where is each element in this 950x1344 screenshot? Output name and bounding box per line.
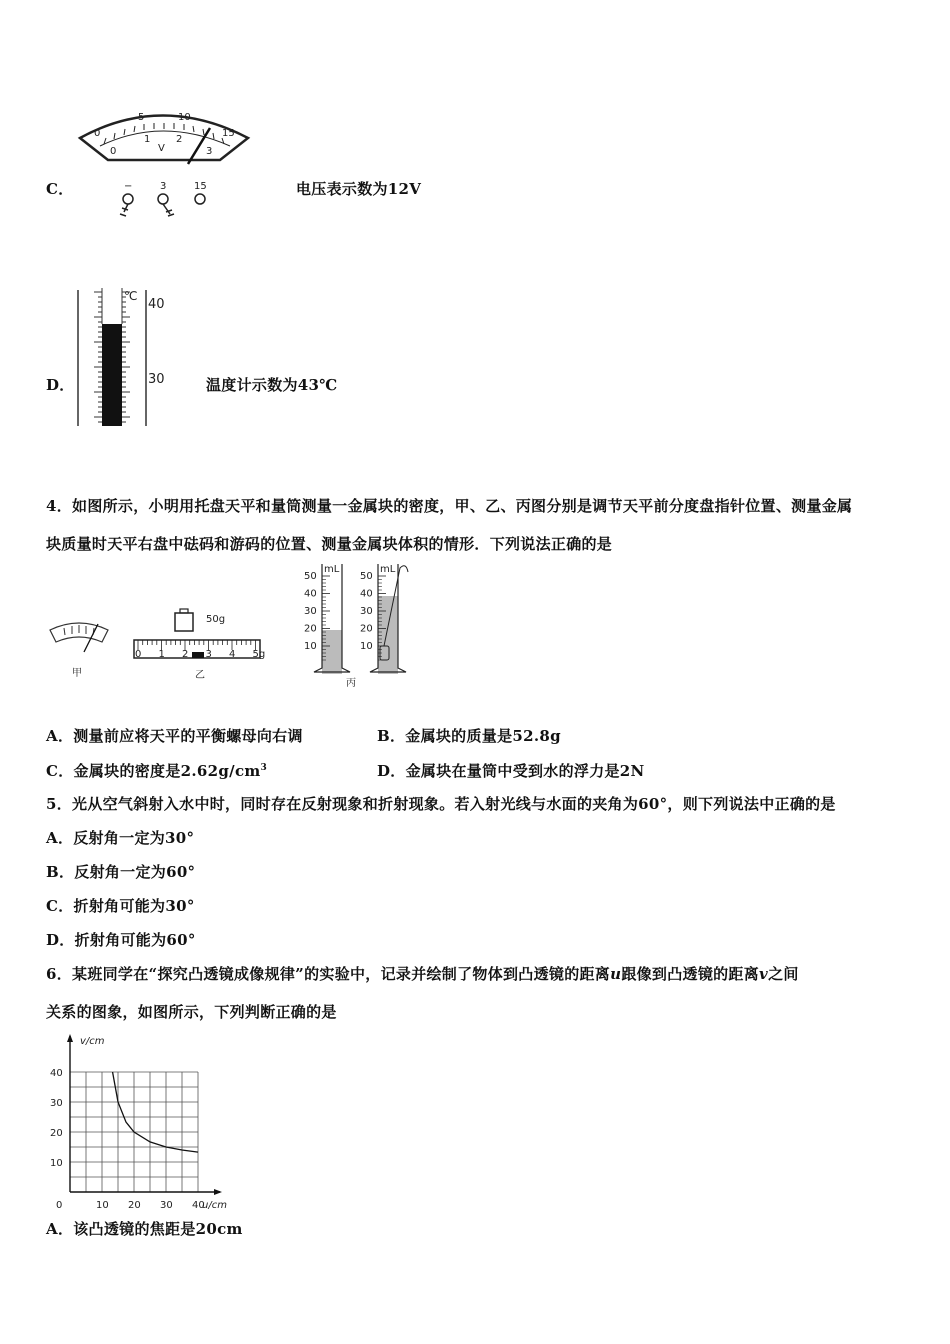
q4-option-c-sup: 3 <box>260 763 268 773</box>
ruler-tick-label: 4 <box>229 649 236 660</box>
vm-terminal-label: 15 <box>194 181 207 192</box>
y-tick-label: 40 <box>50 1068 63 1079</box>
q5-option-a: A．反射角一定为30° <box>46 829 195 847</box>
x-tick-label: 40 <box>192 1200 205 1211</box>
q4-option-a: A．测量前应将天平的平衡螺母向右调 <box>46 727 303 745</box>
weight-label: 50g <box>206 614 226 625</box>
vm-terminal-label: 3 <box>160 181 167 192</box>
cylinder-tick-label: 10 <box>304 641 317 652</box>
y-tick-label: 20 <box>50 1128 63 1139</box>
q6-stem-post: 之间 <box>768 965 799 983</box>
ruler-tick-label: 5g <box>252 649 266 660</box>
vm-terminal-label: − <box>124 181 133 192</box>
q3-option-c-text: 电压表示数为12V <box>296 180 422 198</box>
vm-bottom-tick: 0 <box>110 146 117 157</box>
y-tick-label: 30 <box>50 1098 63 1109</box>
q6-stem-line2: 关系的图象，如图所示，下列判断正确的是 <box>46 1003 337 1021</box>
y-axis-arrow <box>67 1034 73 1042</box>
thermometer-unit: ℃ <box>124 289 138 303</box>
fig-label-yi: 乙 <box>195 670 205 681</box>
q6-stem-mid: 跟像到凸透镜的距离 <box>621 965 760 983</box>
q3-option-d-letter: D． <box>46 376 75 394</box>
vm-top-tick: 10 <box>178 112 191 123</box>
fig-label-jia: 甲 <box>72 668 82 679</box>
q3-option-d-text: 温度计示数为43℃ <box>206 376 338 394</box>
ruler-tick-label: 3 <box>205 649 212 660</box>
water-level <box>322 630 342 674</box>
cylinder-tick-label: 10 <box>360 641 373 652</box>
balance-dial-figure <box>46 616 112 682</box>
x-tick-label: 30 <box>160 1200 173 1211</box>
q5-option-d: D．折射角可能为60° <box>46 931 196 949</box>
ruler-tick-label: 2 <box>182 649 189 660</box>
v-u-curve <box>113 1072 198 1152</box>
vm-top-tick: 0 <box>94 128 101 139</box>
terminals <box>120 194 205 216</box>
cylinder-tick-label: 20 <box>304 623 317 635</box>
thermometer-figure <box>76 288 186 428</box>
vm-bottom-tick: 3 <box>206 146 213 157</box>
vm-unit: V <box>158 143 165 154</box>
q4-option-b: B．金属块的质量是52.8g <box>377 727 561 745</box>
cylinder-tick-label: 50 <box>360 571 373 582</box>
cylinder-tick-label: 50 <box>304 571 317 582</box>
q4-option-d: D．金属块在量筒中受到水的浮力是2N <box>377 762 645 780</box>
uv-graph <box>40 1030 250 1211</box>
y-tick-label: 10 <box>50 1158 63 1169</box>
fig-label-bing: 丙 <box>346 678 356 689</box>
q4-stem-line2: 块质量时天平右盘中砝码和游码的位置、测量金属块体积的情形．下列说法正确的是 <box>46 535 613 553</box>
q5-option-b: B．反射角一定为60° <box>46 863 196 881</box>
voltmeter-figure <box>70 98 255 223</box>
cylinders-figure <box>300 562 420 692</box>
cylinder-tick-label: 40 <box>304 588 317 600</box>
vm-bottom-tick: 1 <box>144 134 151 145</box>
vm-top-tick: 15 <box>222 128 235 139</box>
ruler-tick-label: 1 <box>158 649 165 660</box>
ruler-tick-label: 0 <box>135 649 142 660</box>
x-tick-label: 20 <box>128 1200 141 1211</box>
cylinder-unit: mL <box>324 564 340 575</box>
q4-stem-line1: 4．如图所示，小明用托盘天平和量筒测量一金属块的密度，甲、乙、丙图分别是调节天平前分度盘指针位置、测量金属 <box>46 497 853 515</box>
q6-option-a: A．该凸透镜的焦距是20cm <box>46 1220 243 1238</box>
cylinder-tick-label: 40 <box>360 588 373 600</box>
q3-option-c-letter: C． <box>46 180 74 198</box>
vm-top-tick: 5 <box>138 112 145 123</box>
x-axis-arrow <box>214 1189 222 1195</box>
x-axis-label: u/cm <box>202 1200 227 1211</box>
vm-bottom-tick: 2 <box>176 134 183 145</box>
cylinder-tick-label: 30 <box>304 606 317 617</box>
q4-option-c <box>46 760 267 781</box>
q4-option-c-text: C．金属块的密度是2.62g/cm <box>46 762 261 780</box>
q6-var-u: u <box>610 965 622 983</box>
q6-stem-line1 <box>46 963 799 984</box>
q5-option-c: C．折射角可能为30° <box>46 897 195 915</box>
thermometer-mark: 40 <box>148 297 165 312</box>
x-tick-label: 0 <box>56 1200 63 1211</box>
thermometer-mark: 30 <box>148 372 165 387</box>
y-axis-label: v/cm <box>80 1036 105 1047</box>
x-tick-label: 10 <box>96 1200 109 1211</box>
cylinder-unit: mL <box>380 564 396 575</box>
q6-stem-pre: 6．某班同学在“探究凸透镜成像规律”的实验中，记录并绘制了物体到凸透镜的距离 <box>46 965 611 983</box>
q5-stem: 5．光从空气斜射入水中时，同时存在反射现象和折射现象。若入射光线与水面的夹角为60°，则下列说法中正确的是 <box>46 795 836 813</box>
cylinder-tick-label: 30 <box>360 606 373 617</box>
cylinder-tick-label: 20 <box>360 623 373 635</box>
q6-var-v: v <box>759 965 769 983</box>
balance-ruler-figure <box>132 606 272 682</box>
